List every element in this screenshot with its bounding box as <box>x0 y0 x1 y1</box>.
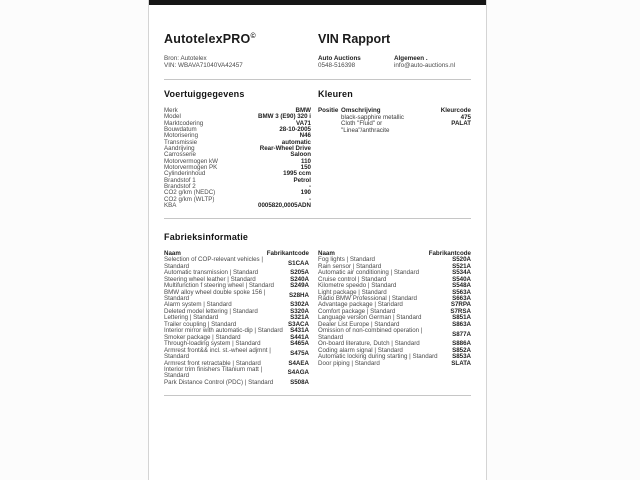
copyright-mark: © <box>250 32 256 40</box>
factory-item-code: S320A <box>290 307 309 315</box>
vehicle-row-value: 28-10-2005 <box>279 125 311 133</box>
factory-item-code: S852A <box>452 346 471 354</box>
vehicle-row-label: Cylinderinhoud <box>164 170 206 178</box>
vehicle-row-label: CO2 g/km (WLTP) <box>164 195 215 203</box>
vehicle-row-label: Aandrijving <box>164 144 195 152</box>
factory-item-code: S520A <box>452 256 471 264</box>
factory-item-name: Omission of non-combined operation | Standard <box>318 327 423 341</box>
brand-logo <box>164 32 318 46</box>
vehicle-row-label: Brandstof 1 <box>164 176 196 184</box>
contact-company: Auto Auctions <box>318 55 361 62</box>
factory-item <box>318 361 471 367</box>
vehicle-row-label: Brandstof 2 <box>164 182 196 190</box>
factory-item-code: S4AGA <box>287 369 309 377</box>
factory-item-name: Selection of COP-relevant vehicles | Standard <box>164 256 263 270</box>
vehicle-table <box>164 108 311 210</box>
colors-header-description: Omschrijving <box>341 106 381 114</box>
header-divider <box>164 79 471 80</box>
factory-item-code: SLATA <box>451 359 471 367</box>
vehicle-row-value: - <box>308 195 311 203</box>
contact-email: info@auto-auctions.nl <box>394 62 456 70</box>
factory-item-code: S249A <box>290 282 309 290</box>
factory-item-code: S534A <box>452 269 471 277</box>
color-row-description: Cloth "Fluid" or "Linea"/anthracite <box>341 120 390 135</box>
vehicle-row-value: Rear-Wheel Drive <box>259 144 311 152</box>
factory-item-code: S431A <box>290 327 309 335</box>
factory-right-code-header: Fabrikantcode <box>428 250 471 258</box>
factory-item-code: S28HA <box>289 291 309 299</box>
factory-item-name: Smoker package | Standard <box>164 333 241 341</box>
factory-item-name: On-board literature, Dutch | Standard <box>318 340 420 348</box>
factory-item-name: Dealer List Europe | Standard <box>318 320 400 328</box>
colors-table-body <box>318 115 471 135</box>
factory-item-code: S851A <box>452 314 471 322</box>
factory-section-title: Fabrieksinformatie <box>164 232 249 243</box>
factory-item-name: Automatic transmission | Standard <box>164 269 259 277</box>
factory-item-code: S508A <box>290 378 309 386</box>
factory-item-code: S7RSA <box>450 307 471 315</box>
factory-item-name: Interior trim finishers Titanium matt | Standard <box>164 366 263 380</box>
factory-item-name: BMW alloy wheel double spoke 156 | Standard <box>164 288 266 303</box>
factory-item-name: Door piping | Standard <box>318 359 380 367</box>
factory-item-code: S205A <box>290 269 309 277</box>
factory-item-name: Automatic locking during starting | Standard <box>318 353 438 361</box>
source-block <box>164 55 318 70</box>
contact-phone: 0548-516398 <box>318 62 356 70</box>
factory-left-list <box>164 257 309 386</box>
factory-item-code: S441A <box>290 333 309 341</box>
vehicle-row-value: - <box>308 182 311 190</box>
factory-item-name: Cruise control | Standard <box>318 275 387 283</box>
factory-item-code: S877A <box>452 330 471 338</box>
factory-item-code: S663A <box>452 295 471 303</box>
color-row-code: PALAT <box>451 120 471 128</box>
header-meta <box>164 55 471 70</box>
factory-item-code: S475A <box>290 349 309 357</box>
general-label: Algemeen . <box>394 55 428 62</box>
vehicle-row-value: BMW 3 (E90) 320 i <box>258 113 311 121</box>
vehicle-row-value: Saloon <box>290 151 311 159</box>
factory-item-code: S302A <box>290 301 309 309</box>
factory-item-name: Coding alarm signal | Standard <box>318 346 403 354</box>
vehicle-row <box>164 203 311 209</box>
factory-item-name: Kilometre speedo | Standard <box>318 282 397 290</box>
factory-item-code: S886A <box>452 340 471 348</box>
factory-item-name: Language version German | Standard <box>318 314 422 322</box>
factory-item-code: S465A <box>290 340 309 348</box>
vehicle-row-label: Bouwdatum <box>164 125 197 133</box>
vehicle-row-label: Marktcodering <box>164 119 204 127</box>
vehicle-row-value: BMW <box>295 106 311 114</box>
source-line: Bron: Autotelex <box>164 55 207 62</box>
color-row-position <box>318 115 341 122</box>
vehicle-row-label: Motorvermogen kW <box>164 157 218 165</box>
vehicle-row-value: 190 <box>300 189 311 197</box>
vehicle-row-label: Merk <box>164 106 178 114</box>
colors-section-title: Kleuren <box>318 88 353 99</box>
page-content <box>149 5 486 396</box>
factory-item-code: S853A <box>452 353 471 361</box>
factory-item-name: Light package | Standard <box>318 288 387 296</box>
factory-item-name: Park Distance Control (PDC) | Standard <box>164 378 274 386</box>
colors-header-code: Kleurcode <box>440 106 471 114</box>
factory-item-name: Deleted model lettering | Standard <box>164 307 258 315</box>
vin-line: VIN: WBAVA71040VA42457 <box>164 62 243 70</box>
vehicle-row-label: Transmissie <box>164 138 198 146</box>
factory-item-code: S4AEA <box>288 359 309 367</box>
factory-column-right <box>318 250 471 386</box>
factory-item-name: Multifunction f steering wheel | Standard <box>164 282 274 290</box>
vehicle-row-value: Petrol <box>293 176 311 184</box>
vehicle-row-label: Motorisering <box>164 132 199 140</box>
vehicle-row-label: KBA <box>164 201 177 209</box>
factory-item <box>164 380 309 386</box>
vehicle-row-label: Carrosserie <box>164 151 196 159</box>
general-contact-block <box>394 55 471 70</box>
factory-item-code: S7RPA <box>450 301 471 309</box>
vehicle-row-label: Motorvermogen PK <box>164 163 218 171</box>
factory-item-name: Interior mirror with automatic-dip | Standard <box>164 327 283 335</box>
factory-item-name: Armrest front retractable | Standard <box>164 359 261 367</box>
factory-column-left <box>164 250 309 386</box>
color-row-code: 475 <box>460 113 471 121</box>
factory-right-name-header: Naam <box>318 250 335 258</box>
vehicle-section-divider <box>164 218 471 219</box>
factory-item-name: Radio BMW Professional | Standard <box>318 295 417 303</box>
factory-section <box>164 250 471 386</box>
factory-item-code: S1CAA <box>288 259 309 267</box>
factory-left-code-header: Fabrikantcode <box>266 250 309 258</box>
colors-header-position: Positie <box>318 106 339 114</box>
factory-right-list <box>318 257 471 367</box>
colors-section <box>318 89 471 210</box>
factory-item-code: S548A <box>452 282 471 290</box>
vehicle-row-value: VA71 <box>295 119 311 127</box>
colors-table <box>318 108 471 135</box>
factory-item <box>164 367 309 380</box>
factory-item <box>164 348 309 361</box>
color-row-position <box>318 121 341 135</box>
vehicle-row-value: 0005820,0005ADN <box>258 201 311 209</box>
factory-item-name: Through-loading system | Standard <box>164 340 261 348</box>
factory-item-name: Comfort package | Standard <box>318 307 396 315</box>
vehicle-section <box>164 89 318 210</box>
factory-item-name: Alarm system | Standard <box>164 301 232 309</box>
vehicle-row-value: 110 <box>301 157 311 165</box>
factory-item-code: S540A <box>452 275 471 283</box>
factory-item-name: Automatic air conditioning | Standard <box>318 269 420 277</box>
factory-item-code: S563A <box>452 288 471 296</box>
report-header <box>164 32 471 46</box>
vehicle-section-title: Voertuiggegevens <box>164 88 245 99</box>
factory-item-name: Fog lights | Standard <box>318 256 375 264</box>
factory-item-code: S521A <box>452 262 471 270</box>
vehicle-row-label: Model <box>164 113 181 121</box>
color-row-description: black-sapphire metallic <box>341 113 404 121</box>
factory-item-code: S3ACA <box>288 320 309 328</box>
factory-item-name: Advantage package | Standard <box>318 301 403 309</box>
color-row <box>318 121 471 135</box>
vehicle-row-value: automatic <box>281 138 311 146</box>
factory-item-code: S321A <box>290 314 309 322</box>
brand-name: AutotelexPRO <box>164 32 251 46</box>
report-page <box>148 0 487 480</box>
vehicle-row-value: N46 <box>299 132 311 140</box>
factory-item-code: S863A <box>452 320 471 328</box>
factory-item-name: Lettering | Standard <box>164 314 219 322</box>
data-sections <box>164 89 471 210</box>
factory-item-name: Trailer coupling | Standard <box>164 320 237 328</box>
factory-section-divider <box>164 395 471 396</box>
vehicle-row-label: CO2 g/km (NEDC) <box>164 189 216 197</box>
factory-item-name: Steering wheel leather | Standard <box>164 275 256 283</box>
factory-item-name: Armrest front&& incl. st.-wheel adjmnt | Standard <box>164 346 271 361</box>
factory-item-name: Rain sensor | Standard <box>318 262 382 270</box>
factory-item-code: S240A <box>290 275 309 283</box>
contact-block <box>318 55 394 70</box>
factory-left-name-header: Naam <box>164 250 181 258</box>
vehicle-row-value: 150 <box>300 163 311 171</box>
vehicle-row-value: 1995 ccm <box>283 170 311 178</box>
page-title: VIN Rapport <box>318 32 391 46</box>
